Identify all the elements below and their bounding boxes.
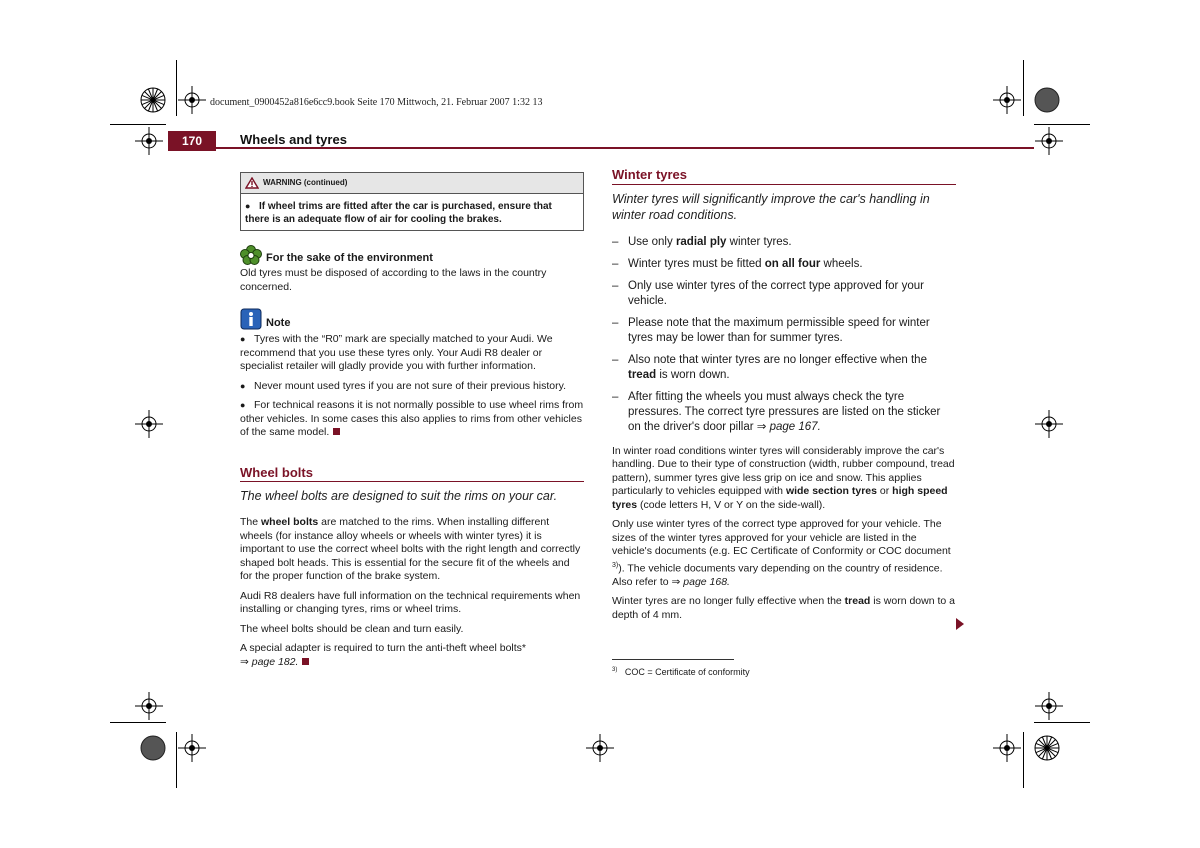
arrow-icon: ⇒ [756,420,767,433]
warning-text: If wheel trims are fitted after the car is purchased, ensure that there is an adequate flow of air for cooling the brakes. [245,201,552,225]
list-item: – Also note that winter tyres are no longer effective when the tread is worn down. [612,353,956,383]
wheel-bolts-heading: Wheel bolts [240,466,584,483]
end-square-icon [333,428,340,435]
warning-header [241,173,583,194]
next-page-arrow-icon[interactable] [956,618,964,630]
note-item-3: ● For technical reasons it is not normally possible to use wheel rims from other vehicles. In some cases this also applies to rims from other vehicles of the same model. [240,399,584,438]
print-header: document_0900452a816e6cc9.book Seite 170 Mittwoch, 21. Februar 2007 1:32 13 [210,97,543,108]
end-square-icon [302,658,309,665]
wheel-bolts-p4: A special adapter is required to turn the anti-theft wheel bolts* ⇒ page 182. [240,642,527,668]
wheel-bolts-p3: The wheel bolts should be clean and turn easily. [240,622,464,635]
environment-title: For the sake of the environment [266,251,433,264]
footnote-rule [612,659,734,660]
winter-tyres-p2: Only use winter tyres of the correct type approved for your vehicle. The sizes of the winter tyres approved for your vehicle are listed in the vehicle's documents (e.g. EC Certificate of Conformity or COC document $^{3)}$). The vehicle documents vary depending on the country of residence. Also refer to ⇒ page 168. [612,518,951,588]
note-item-1: ● Tyres with the “R0” mark are specially matched to your Audi. We recommend that you use these tyres only. Your Audi R8 dealer or specialist retailer will gladly provide you with further information. [240,333,553,372]
page-ref-link[interactable]: page 168. [680,575,730,588]
list-item: – Only use winter tyres of the correct type approved for your vehicle. [612,279,956,309]
footnote-ref[interactable]: 3) [612,561,619,569]
bullet-icon: ● [240,334,246,344]
arrow-icon: ⇒ [671,575,681,588]
arrow-icon: ⇒ [240,655,249,668]
note-title: Note [266,316,291,329]
footnote: $^{3)}$ COC = Certificate of conformity [612,667,750,677]
right-column [612,168,956,628]
left-column [240,172,584,675]
note-heading [240,308,584,330]
winter-tyres-list [612,235,956,435]
list-item: – Winter tyres must be fitted on all four wheels. [612,257,956,272]
page-ref-link[interactable]: page 167. [766,420,821,433]
note-item-2: ● Never mount used tyres if you are not sure of their previous history. [240,379,567,392]
environment-heading [240,245,584,265]
page-number: 170 [168,131,216,151]
winter-tyres-intro: Winter tyres will significantly improve the car's handling in winter road conditions. [612,191,930,222]
wheel-bolts-p2: Audi R8 dealers have full information on the technical requirements when installing or changing tyres, rims or wheel trims. [240,589,581,615]
list-item: – After fitting the wheels you must always check the tyre pressures. The correct tyre pressures are listed on the sticker on the driver's door pillar ⇒ page 167. [612,390,956,435]
winter-tyres-p1: In winter road conditions winter tyres will considerably improve the car's handling. Due to their type of construction (width, rubber compound, tread pattern), summer tyres give less grip on ice and snow. This applies particularly to vehicles equipped with wide section tyres or high speed tyres (code letters H, V or Y on the side-wall). [612,444,955,511]
environment-text: Old tyres must be disposed of according to the laws in the country concerned. [240,267,547,293]
wheel-bolts-intro: The wheel bolts are designed to suit the rims on your car. [240,489,558,503]
list-item: – Please note that the maximum permissible speed for winter tyres may be lower than for summer tyres. [612,316,956,346]
winter-tyres-p3: Winter tyres are no longer fully effective when the tread is worn down to a depth of 4 mm. [612,595,955,621]
bullet-icon: ● [245,201,251,211]
flower-icon [240,245,262,265]
warning-box [240,172,584,231]
winter-tyres-heading: Winter tyres [612,168,956,185]
info-icon [240,308,262,330]
bullet-icon: ● [240,380,246,391]
warning-icon [245,177,259,189]
running-head: Wheels and tyres [240,132,347,147]
wheel-bolts-p1: The wheel bolts are matched to the rims. When installing different wheels (for instance alloy wheels or wheels with winter tyres) it is important to use the correct wheel bolts with the right length and correctly shaped bolt heads. This is essential for the secure fit of the wheels and for the proper function of the brake system. [240,516,581,582]
page-ref-link[interactable]: page 182. [248,655,299,668]
list-item: – Use only radial ply winter tyres. [612,235,956,250]
header-rule [216,147,1034,149]
bullet-icon: ● [240,400,246,410]
warning-title: WARNING (continued) [263,178,348,188]
warning-body [241,194,583,230]
